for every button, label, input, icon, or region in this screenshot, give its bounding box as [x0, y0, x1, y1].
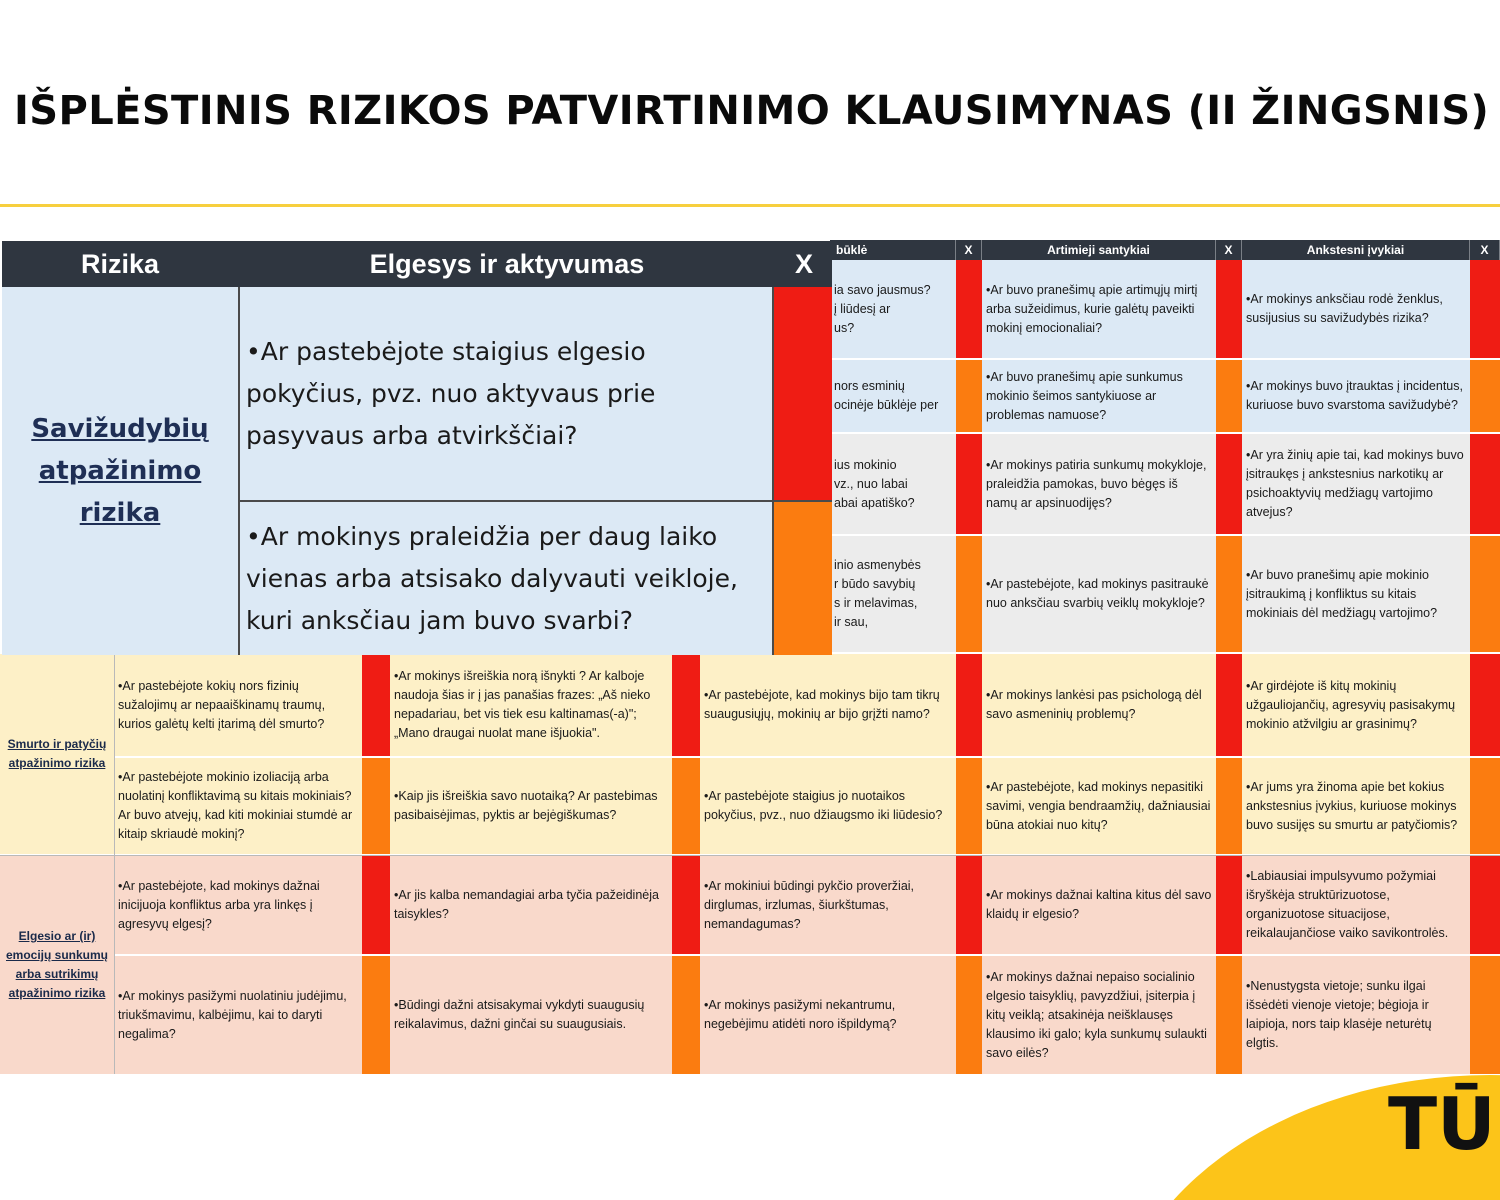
risk-mark-orange — [672, 956, 700, 1074]
risk-mark-red — [1470, 654, 1500, 756]
grid-line — [114, 654, 115, 1074]
table-cell: •Ar mokinys buvo įtrauktas į incidentus, kuriuose buvo svarstoma savižudybė? — [1242, 360, 1470, 432]
table-cell: •Ar pastebėjote staigius jo nuotaikos pokyčius, pvz., nuo džiaugsmo iki liūdesio? — [700, 758, 956, 854]
header-emotional-state: būklė — [830, 240, 956, 260]
title-divider — [0, 204, 1500, 207]
table-cell: •Ar pastebėjote, kad mokinys pasitraukė nuo anksčiau svarbių veiklų mokykloje? — [982, 536, 1216, 652]
risk-mark-orange — [774, 502, 832, 655]
risk-mark-orange — [956, 360, 982, 432]
risk-mark-red — [362, 856, 390, 954]
risk-mark-red — [362, 654, 390, 756]
table-cell: •Ar pastebėjote, kad mokinys dažnai inicijuoja konfliktus arba yra linkęs į agresyvų elgesį? — [114, 856, 362, 954]
risk-mark-red — [1216, 434, 1242, 534]
table-cell: •Ar jis kalba nemandagiai arba tyčia pažeidinėja taisykles? — [390, 856, 672, 954]
risk-mark-orange — [672, 758, 700, 854]
header-x: X — [776, 241, 832, 287]
table-cell: •Ar pastebėjote mokinio izoliaciją arba nuolatinį konfliktavimą su kitais mokiniais? Ar buvo atvejų, kad kiti mokiniai stumdė ar kitaip skriaudė mokinį? — [114, 758, 362, 854]
risk-mark-orange — [956, 536, 982, 652]
grid-line — [772, 287, 774, 655]
risk-label-behavior: Elgesio ar (ir) emocijų sunkumų arba sutrikimų atpažinimo rizika — [0, 856, 114, 1074]
header-close-relationships: Artimieji santykiai — [982, 240, 1216, 260]
risk-mark-red — [956, 654, 982, 756]
risk-mark-orange — [1470, 360, 1500, 432]
header-x: X — [1470, 240, 1500, 260]
risk-mark-orange — [362, 758, 390, 854]
table-cell: inio asmenybės r būdo savybių s ir melavimas, ir sau, — [830, 536, 956, 652]
risk-label-suicide: Savižudybių atpažinimo rizika — [2, 287, 240, 655]
table-cell: •Ar mokinys dažnai nepaiso socialinio elgesio taisyklių, pavyzdžiui, įsiterpia į kitų veiklą; atsakinėja neišklausęs klausimo iki galo; kyla sunkumų sulaukti savo eilės? — [982, 956, 1216, 1074]
risk-mark-red — [1470, 856, 1500, 954]
table-cell: •Ar buvo pranešimų apie mokinio įsitraukimą į konfliktus su kitais mokiniais dėl medžiagų vartojimo? — [1242, 536, 1470, 652]
risk-mark-orange — [956, 956, 982, 1074]
risk-mark-orange — [362, 956, 390, 1074]
risk-mark-red — [956, 856, 982, 954]
table-cell: ius mokinio vz., nuo labai abai apatiško? — [830, 434, 956, 534]
table-cell: •Ar pastebėjote kokių nors fizinių sužalojimų ar nepaaiškinamų traumų, kurios galėtų kelti įtarimą dėl smurto? — [114, 654, 362, 756]
table-cell: •Ar mokinys pasižymi nuolatiniu judėjimu, triukšmavimu, kalbėjimu, kai to daryti negalima? — [114, 956, 362, 1074]
header-x: X — [1216, 240, 1242, 260]
table-cell: •Būdingi dažni atsisakymai vykdyti suaugusių reikalavimus, dažni ginčai su suaugusiais. — [390, 956, 672, 1074]
table-cell: •Ar mokinys patiria sunkumų mokykloje, praleidžia pamokas, buvo bėgęs iš namų ar apsinuodijęs? — [982, 434, 1216, 534]
risk-mark-red — [672, 856, 700, 954]
table-cell: •Ar mokinys lankėsi pas psichologą dėl savo asmeninių problemų? — [982, 654, 1216, 756]
risk-mark-red — [956, 434, 982, 534]
brand-logo-text: TŪ — [1388, 1082, 1496, 1166]
header-previous-events: Ankstesni įvykiai — [1242, 240, 1470, 260]
risk-mark-red — [956, 260, 982, 358]
table-cell: •Ar pastebėjote, kad mokinys nepasitiki savimi, vengia bendraamžių, dažniausiai būna atokiai nuo kitų? — [982, 758, 1216, 854]
table-cell: •Ar mokinys pasižymi nekantrumu, negebėjimu atidėti noro išpildymą? — [700, 956, 956, 1074]
header-behavior-activity: Elgesys ir aktyvumas — [238, 241, 776, 287]
table-cell: nors esminių ocinėje būklėje per — [830, 360, 956, 432]
table-cell: ia savo jausmus? į liūdesį ar us? — [830, 260, 956, 358]
table-cell: •Ar girdėjote iš kitų mokinių užgauliojančių, agresyvių pasisakymų mokinio atžvilgiu ar grasinimų? — [1242, 654, 1470, 756]
table-cell: •Ar jums yra žinoma apie bet kokius ankstesnius įvykius, kuriuose mokinys buvo susijęs su smurtu ar patyčiomis? — [1242, 758, 1470, 854]
risk-mark-orange — [1470, 536, 1500, 652]
risk-mark-red — [1216, 654, 1242, 756]
header-risk: Rizika — [2, 241, 238, 287]
table-cell: •Ar pastebėjote, kad mokinys bijo tam tikrų suaugusiųjų, mokinių ar bijo grįžti namo? — [700, 654, 956, 756]
table-cell: •Ar mokinys išreiškia norą išnykti ? Ar kalboje naudoja šias ir į jas panašias frazes: „Aš nieko nepadariau, bet vis tiek esu kaltinamas(-a)"; „Mano draugai nuolat mane išjuokia". — [390, 654, 672, 756]
table-cell: •Ar mokinys anksčiau rodė ženklus, susijusius su savižudybės rizika? — [1242, 260, 1470, 358]
risk-mark-red — [1216, 260, 1242, 358]
header-x: X — [956, 240, 982, 260]
risk-mark-red — [1470, 434, 1500, 534]
risk-mark-red — [1216, 856, 1242, 954]
table-cell: •Nenustygsta vietoje; sunku ilgai išsėdėti vienoje vietoje; bėgioja ir laipioja, nors taip klasėje neturėtų elgtis. — [1242, 956, 1470, 1074]
risk-label-violence: Smurto ir patyčių atpažinimo rizika — [0, 654, 114, 854]
risk-mark-red — [774, 287, 832, 501]
question-withdrawal: •Ar mokinys praleidžia per daug laiko vienas arba atsisako dalyvauti veikloje, kuri anksčiau jam buvo svarbi? — [240, 502, 774, 655]
table-cell: •Ar mokiniui būdingi pykčio proveržiai, dirglumas, irzlumas, šiurkštumas, nemandagumas? — [700, 856, 956, 954]
table-cell: •Ar mokinys dažnai kaltina kitus dėl savo klaidų ir elgesio? — [982, 856, 1216, 954]
risk-mark-red — [1470, 260, 1500, 358]
table-cell: •Ar buvo pranešimų apie artimųjų mirtį arba sužeidimus, kurie galėtų paveikti mokinį emocionaliai? — [982, 260, 1216, 358]
table-cell: •Labiausiai impulsyvumo požymiai išryškėja struktūrizuotose, organizuotose situacijose, reikalaujančiose vaiko savikontrolės. — [1242, 856, 1470, 954]
table-cell: •Ar yra žinių apie tai, kad mokinys buvo įsitraukęs į ankstesnius narkotikų ar psichoaktyvių medžiagų vartojimo atvejus? — [1242, 434, 1470, 534]
risk-mark-orange — [1470, 956, 1500, 1074]
risk-mark-orange — [1216, 758, 1242, 854]
risk-mark-orange — [1470, 758, 1500, 854]
table-cell: •Kaip jis išreiškia savo nuotaiką? Ar pastebimas pasibaisėjimas, pyktis ar bejėgiškumas? — [390, 758, 672, 854]
risk-mark-orange — [1216, 536, 1242, 652]
table-cell: •Ar buvo pranešimų apie sunkumus mokinio šeimos santykiuose ar problemas namuose? — [982, 360, 1216, 432]
risk-mark-orange — [1216, 956, 1242, 1074]
grid-line — [0, 855, 1500, 856]
risk-mark-red — [672, 654, 700, 756]
page-title: IŠPLĖSTINIS RIZIKOS PATVIRTINIMO KLAUSIMYNAS (II ŽINGSNIS) — [14, 88, 1490, 134]
risk-mark-orange — [1216, 360, 1242, 432]
question-behavior-change: •Ar pastebėjote staigius elgesio pokyčius, pvz. nuo aktyvaus prie pasyvaus arba atvirkščiai? — [240, 287, 774, 501]
risk-mark-orange — [956, 758, 982, 854]
